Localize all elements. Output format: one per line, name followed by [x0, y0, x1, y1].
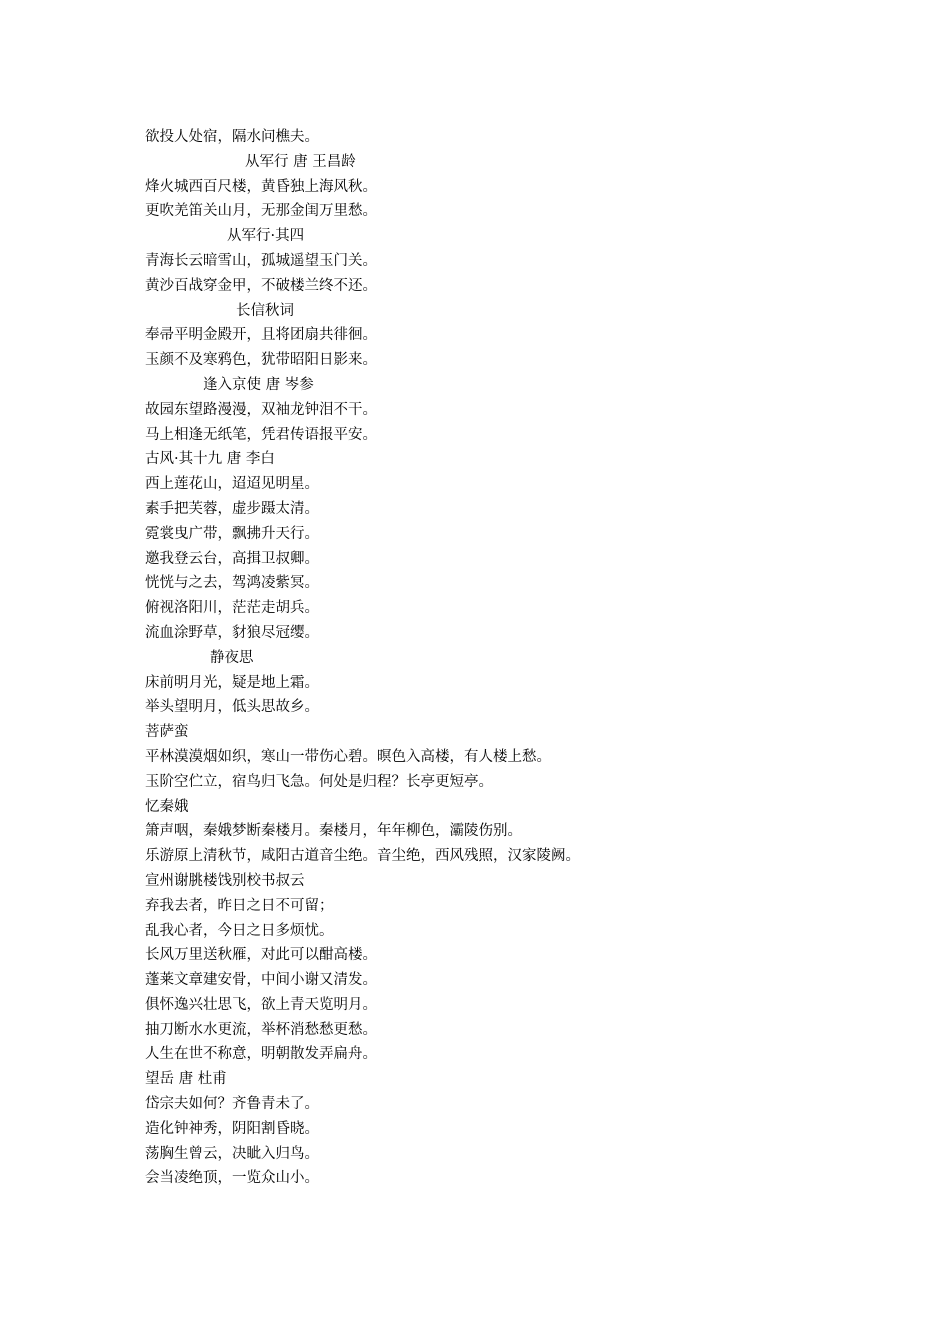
poem-line: 举头望明月，低头思故乡。 — [145, 699, 319, 716]
poem-line: 抽刀断水水更流，举杯消愁愁更愁。 — [145, 1021, 377, 1038]
poem-line: 黄沙百战穿金甲，不破楼兰终不还。 — [145, 277, 377, 294]
poem-title: 从军行 唐 王昌龄 — [245, 153, 356, 170]
poem-title: 从军行·其四 — [227, 228, 305, 245]
poem-title: 逢入京使 唐 岑参 — [203, 376, 314, 393]
poem-line: 俱怀逸兴壮思飞，欲上青天览明月。 — [145, 996, 377, 1013]
poem-title: 望岳 唐 杜甫 — [145, 1071, 227, 1088]
poem-line: 邀我登云台，高揖卫叔卿。 — [145, 550, 319, 567]
poem-line: 更吹羌笛关山月，无那金闺万里愁。 — [145, 203, 377, 220]
poem-line: 玉阶空伫立，宿鸟归飞急。何处是归程？长亭更短亭。 — [145, 773, 493, 790]
poem-line: 弃我去者，昨日之日不可留； — [145, 897, 334, 914]
poem-line: 恍恍与之去，驾鸿凌紫冥。 — [145, 575, 319, 592]
poem-line: 造化钟神秀，阴阳割昏晓。 — [145, 1120, 319, 1137]
poem-line: 床前明月光，疑是地上霜。 — [145, 674, 319, 691]
poem-line: 平林漠漠烟如织，寒山一带伤心碧。暝色入高楼，有人楼上愁。 — [145, 748, 551, 765]
poem-title: 静夜思 — [210, 649, 254, 666]
poem-line: 素手把芙蓉，虚步蹑太清。 — [145, 500, 319, 517]
poem-line: 长风万里送秋雁，对此可以酣高楼。 — [145, 947, 377, 964]
poem-line: 欲投人处宿，隔水问樵夫。 — [145, 129, 319, 145]
poem-title: 宣州谢朓楼饯别校书叔云 — [145, 872, 305, 889]
poem-line: 荡胸生曾云，决眦入归鸟。 — [145, 1145, 319, 1162]
poem-line: 箫声咽，秦娥梦断秦楼月。秦楼月，年年柳色，灞陵伤别。 — [145, 823, 522, 840]
poem-line: 西上莲花山，迢迢见明星。 — [145, 476, 319, 493]
poem-title: 古风·其十九 唐 李白 — [145, 451, 275, 468]
poem-title: 忆秦娥 — [145, 798, 189, 815]
poem-line: 俯视洛阳川，茫茫走胡兵。 — [145, 600, 319, 617]
poem-line: 奉帚平明金殿开，且将团扇共徘徊。 — [145, 327, 377, 344]
poem-line: 蓬莱文章建安骨，中间小谢又清发。 — [145, 972, 377, 989]
poem-line: 烽火城西百尺楼，黄昏独上海风秋。 — [145, 178, 377, 195]
poem-line: 人生在世不称意，明朝散发弄扁舟。 — [145, 1046, 377, 1063]
poem-title: 长信秋词 — [236, 302, 294, 319]
poem-line: 流血涂野草，豺狼尽冠缨。 — [145, 624, 319, 641]
poem-line: 乐游原上清秋节，咸阳古道音尘绝。音尘绝，西风残照，汉家陵阙。 — [145, 848, 580, 865]
poem-line: 玉颜不及寒鸦色，犹带昭阳日影来。 — [145, 352, 377, 369]
poem-line: 乱我心者，今日之日多烦忧。 — [145, 922, 334, 939]
poem-line: 故园东望路漫漫，双袖龙钟泪不干。 — [145, 401, 377, 418]
poem-line: 岱宗夫如何？齐鲁青未了。 — [145, 1096, 319, 1113]
poem-title: 菩萨蛮 — [145, 724, 189, 741]
poem-line: 马上相逢无纸笔，凭君传语报平安。 — [145, 426, 377, 443]
poem-line: 会当凌绝顶，一览众山小。 — [145, 1170, 319, 1187]
poem-line: 霓裳曳广带，飘拂升天行。 — [145, 525, 319, 542]
poem-text-block — [145, 125, 865, 1191]
poem-line: 青海长云暗雪山，孤城遥望玉门关。 — [145, 252, 377, 269]
